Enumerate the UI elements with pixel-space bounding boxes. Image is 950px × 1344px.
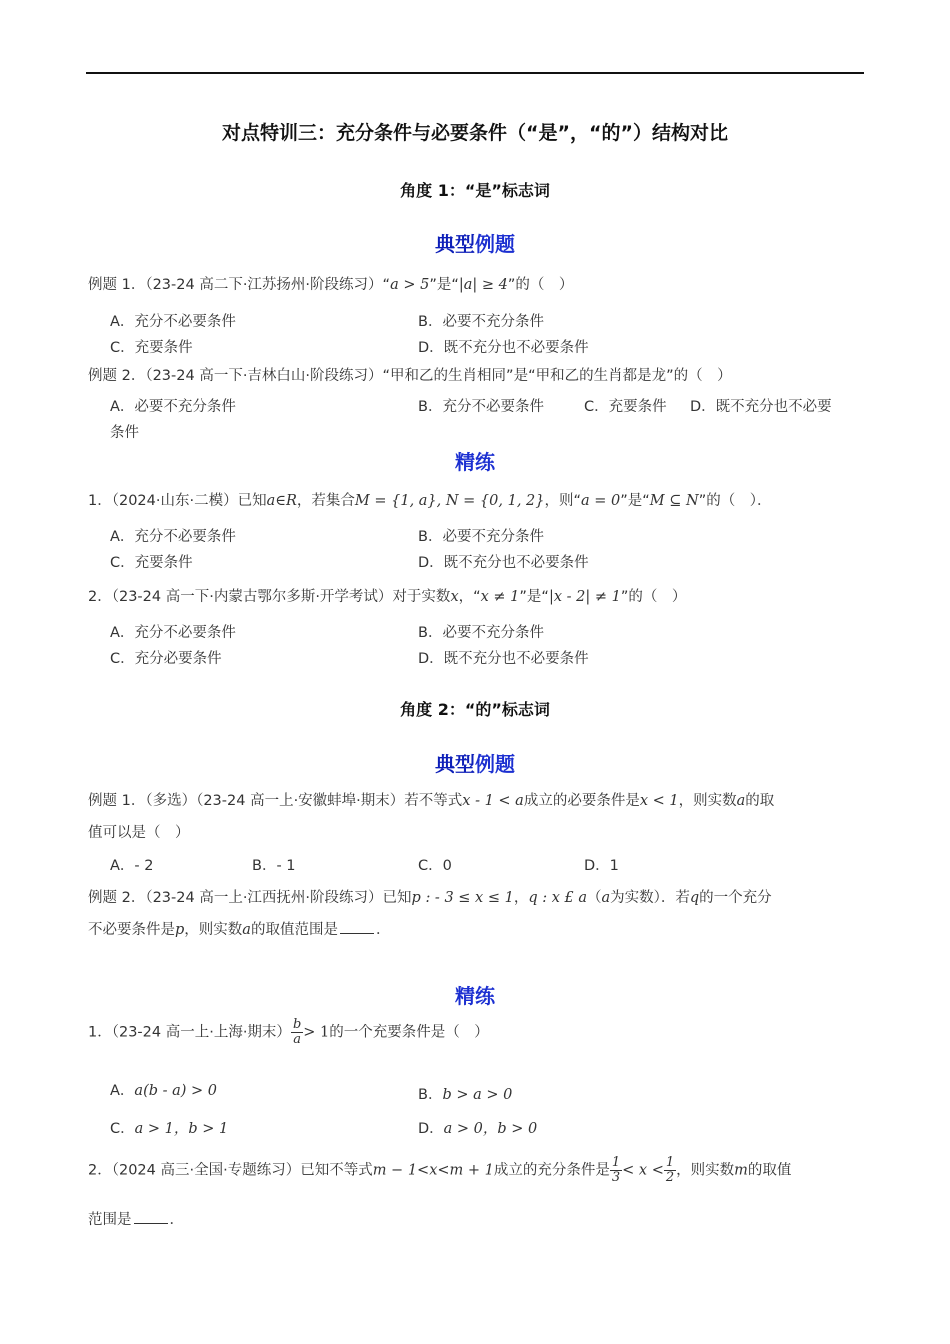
a1-ex2-option-a[interactable]: A．必要不充分条件 xyxy=(110,399,236,415)
a1-practice-2 xyxy=(88,585,686,606)
a2-ex2-line2d: ． xyxy=(375,922,391,938)
a2-p2-suffix: 的取值 xyxy=(747,1162,792,1179)
a1-p2-option-d[interactable]: D．既不充分也不必要条件 xyxy=(418,651,589,667)
a1-p2-suffix: ”的（ ） xyxy=(620,589,687,605)
a2-ex2-mid2: （ xyxy=(586,890,602,906)
a2-p2-f2-num: 1 xyxy=(665,1155,675,1170)
a2-p2-expr1: m − 1<x<m + 1 xyxy=(372,1162,494,1179)
a2-ex1-mid2: ，则实数 xyxy=(678,793,737,809)
a2-ex2-prefix: 例题 2．（23-24 高一上·江西抚州·阶段练习）已知 xyxy=(88,890,412,906)
section-typical-2b: 例题 xyxy=(475,752,515,776)
a1-p2-expr1: x xyxy=(450,589,459,605)
a2-p1-frac-den: a xyxy=(293,1032,301,1047)
a1-p1-option-c[interactable]: C．充要条件 xyxy=(110,555,193,571)
a1-example-1 xyxy=(88,273,573,294)
a2-ex1-option-c[interactable]: C．0 xyxy=(418,858,452,874)
a2-ex2-expr5: p xyxy=(175,922,185,938)
a1-p1-expr2: M = {1, a}, N = {0, 1, 2} xyxy=(354,493,545,509)
a1-p2-mid2: ”是“ xyxy=(519,589,549,605)
a2-ex1-expr3: a xyxy=(736,793,746,809)
a1-ex1-option-c[interactable]: C．充要条件 xyxy=(110,340,193,356)
a1-p2-option-b[interactable]: B．必要不充分条件 xyxy=(418,625,544,641)
section-typical-a: 典型 xyxy=(435,232,475,256)
a2-p1-option-d[interactable] xyxy=(418,1117,537,1138)
a2-p2-f1-den: 3 xyxy=(611,1170,621,1185)
a2-ex1-option-b[interactable]: B．- 1 xyxy=(252,858,296,874)
a2-example-2 xyxy=(88,886,772,907)
top-rule xyxy=(86,72,864,74)
a2-p2-mid2: ，则实数 xyxy=(676,1162,735,1179)
a1-p2-option-c[interactable]: C．充分必要条件 xyxy=(110,651,222,667)
a2-example-1 xyxy=(88,789,774,810)
a1-p1-suffix: ”的（ ）． xyxy=(698,493,772,509)
a1-practice-1 xyxy=(88,489,771,510)
a2-ex1-option-a[interactable]: A．- 2 xyxy=(110,858,154,874)
section-practice-1: 精练 xyxy=(455,450,495,474)
a1-ex1-suffix: ”的（ ） xyxy=(507,277,574,293)
a1-ex2-option-d[interactable]: D．既不充分也不必要 xyxy=(690,399,832,415)
a2-p1-opt-c-expr: a > 1，b > 1 xyxy=(134,1121,229,1137)
a1-ex1-option-d[interactable]: D．既不充分也不必要条件 xyxy=(418,340,589,356)
a1-ex1-mid: ”是“ xyxy=(429,277,459,293)
a2-ex1-expr2: x < 1 xyxy=(639,793,679,809)
a1-p1-mid1: ，若集合 xyxy=(296,493,355,509)
section-typical-1 xyxy=(0,228,950,257)
a2-p2-f2-den: 2 xyxy=(665,1170,675,1185)
angle-2-heading: 角度 2：“的”标志词 xyxy=(400,700,550,719)
a2-p1-suffix: 的一个充要条件是（ ） xyxy=(329,1024,489,1041)
a2-p2-mid-x: < x < xyxy=(622,1162,664,1179)
a1-p2-expr2: x ≠ 1 xyxy=(480,589,520,605)
a1-ex2-option-d-wrap: 条件 xyxy=(110,425,139,441)
a1-ex1-expr2: |a| ≥ 4 xyxy=(458,277,508,293)
a2-p2-fraction-1 xyxy=(610,1156,622,1185)
a1-p1-mid3: ”是“ xyxy=(620,493,650,509)
a2-ex2-expr4: q xyxy=(689,890,700,906)
a1-p2-mid1: ，“ xyxy=(458,589,481,605)
a2-p2-line2-text: 范围是 xyxy=(88,1212,132,1228)
a2-ex2-suffix: 的一个充分 xyxy=(699,890,772,906)
a2-p1-option-b[interactable] xyxy=(418,1083,512,1104)
a2-p1-prefix: 1．（23-24 高一上·上海·期末） xyxy=(88,1024,291,1041)
a1-ex1-option-a[interactable]: A．充分不必要条件 xyxy=(110,314,236,330)
a2-ex1-suffix: 的取 xyxy=(745,793,775,809)
a2-ex1-mid1: 成立的必要条件是 xyxy=(523,793,640,809)
a2-ex1-line2: 值可以是（ ） xyxy=(88,825,190,841)
a2-p1-opt-a-expr: a(b - a) > 0 xyxy=(134,1083,218,1099)
a2-ex2-mid3: 为实数）．若 xyxy=(610,890,690,906)
a2-ex1-prefix: 例题 1．（多选）（23-24 高一上·安徽蚌埠·期末）若不等式 xyxy=(88,793,463,809)
a1-p2-prefix: 2．（23-24 高一下·内蒙古鄂尔多斯·开学考试）对于实数 xyxy=(88,589,451,605)
a2-ex2-expr3: a xyxy=(601,890,611,906)
a1-ex1-expr1: a > 5 xyxy=(390,277,430,293)
a1-p1-option-b[interactable]: B．必要不充分条件 xyxy=(418,529,544,545)
a2-p1-label-c: C． xyxy=(110,1121,135,1137)
a2-ex2-mid1: ， xyxy=(513,890,529,906)
a2-practice-1 xyxy=(88,1018,489,1047)
a2-ex1-option-d[interactable]: D．1 xyxy=(584,858,619,874)
a2-ex2-line2c: 的取值范围是 xyxy=(250,922,338,938)
a2-p2-expr2: m xyxy=(734,1162,748,1179)
angle-1-heading: 角度 1：“是”标志词 xyxy=(400,181,550,200)
a2-ex2-expr1: p : - 3 ≤ x ≤ 1 xyxy=(411,890,514,906)
a2-ex2-line2a: 不必要条件是 xyxy=(88,922,175,938)
a2-ex2-expr2: q : x £ a xyxy=(528,890,587,906)
a1-p1-expr4: M ⊆ N xyxy=(649,493,699,509)
a2-p2-mid1: 成立的充分条件是 xyxy=(493,1162,610,1179)
a2-p1-label-a: A． xyxy=(110,1083,135,1099)
a1-p1-mid2: ，则“ xyxy=(544,493,582,509)
a2-p2-line2 xyxy=(88,1208,184,1229)
a1-p1-prefix: 1．（2024·山东·二模）已知 xyxy=(88,493,267,509)
a2-p1-opt-d-expr: a > 0，b > 0 xyxy=(443,1121,538,1137)
a2-p2-answer-blank[interactable] xyxy=(134,1211,168,1224)
a2-p1-frac-num: b xyxy=(292,1017,302,1032)
page-title: 对点特训三：充分条件与必要条件（“是”，“的”）结构对比 xyxy=(222,122,728,144)
a2-ex2-expr6: a xyxy=(242,922,251,938)
a2-p1-fraction xyxy=(291,1018,303,1047)
a2-p1-label-b: B． xyxy=(418,1087,443,1103)
a1-p2-option-a[interactable]: A．充分不必要条件 xyxy=(110,625,236,641)
a1-ex1-prefix: 例题 1．（23-24 高二下·江苏扬州·阶段练习）“ xyxy=(88,277,391,293)
a2-p1-label-d: D． xyxy=(418,1121,444,1137)
a2-p1-expr-after: > 1 xyxy=(303,1024,330,1041)
a2-p2-f1-num: 1 xyxy=(611,1155,621,1170)
a1-ex2-option-b[interactable]: B．充分不必要条件 xyxy=(418,399,544,415)
a2-p1-opt-b-expr: b > a > 0 xyxy=(442,1087,513,1103)
section-typical-2 xyxy=(0,748,950,777)
a2-p2-prefix: 2．（2024 高三·全国·专题练习）已知不等式 xyxy=(88,1162,373,1179)
section-practice-2: 精练 xyxy=(455,984,495,1008)
a2-ex1-expr1: x - 1 < a xyxy=(462,793,524,809)
a1-ex2-option-c[interactable]: C．充要条件 xyxy=(584,399,667,415)
a2-p2-line2-end: ． xyxy=(169,1212,184,1228)
a2-ex2-line2 xyxy=(88,918,390,939)
a2-p1-option-a[interactable] xyxy=(110,1079,217,1100)
a2-ex2-answer-blank[interactable] xyxy=(340,921,374,934)
section-typical-b: 例题 xyxy=(475,232,515,256)
a1-example-2: 例题 2．（23-24 高一下·吉林白山·阶段练习）“甲和乙的生肖相同”是“甲和乙的生肖都是龙”的（ ） xyxy=(88,368,732,384)
a1-p1-option-d[interactable]: D．既不充分也不必要条件 xyxy=(418,555,589,571)
a1-ex1-option-b[interactable]: B．必要不充分条件 xyxy=(418,314,544,330)
a2-practice-2 xyxy=(88,1156,791,1185)
a2-ex2-line2b: ，则实数 xyxy=(184,922,243,938)
a2-p1-option-c[interactable] xyxy=(110,1117,228,1138)
a2-p2-fraction-2 xyxy=(664,1156,676,1185)
a1-p1-option-a[interactable]: A．充分不必要条件 xyxy=(110,529,236,545)
a1-p1-expr1: a∈R xyxy=(266,493,297,509)
a1-p1-expr3: a = 0 xyxy=(581,493,621,509)
a1-p2-expr3: |x - 2| ≠ 1 xyxy=(548,589,621,605)
section-typical-2a: 典型 xyxy=(435,752,475,776)
